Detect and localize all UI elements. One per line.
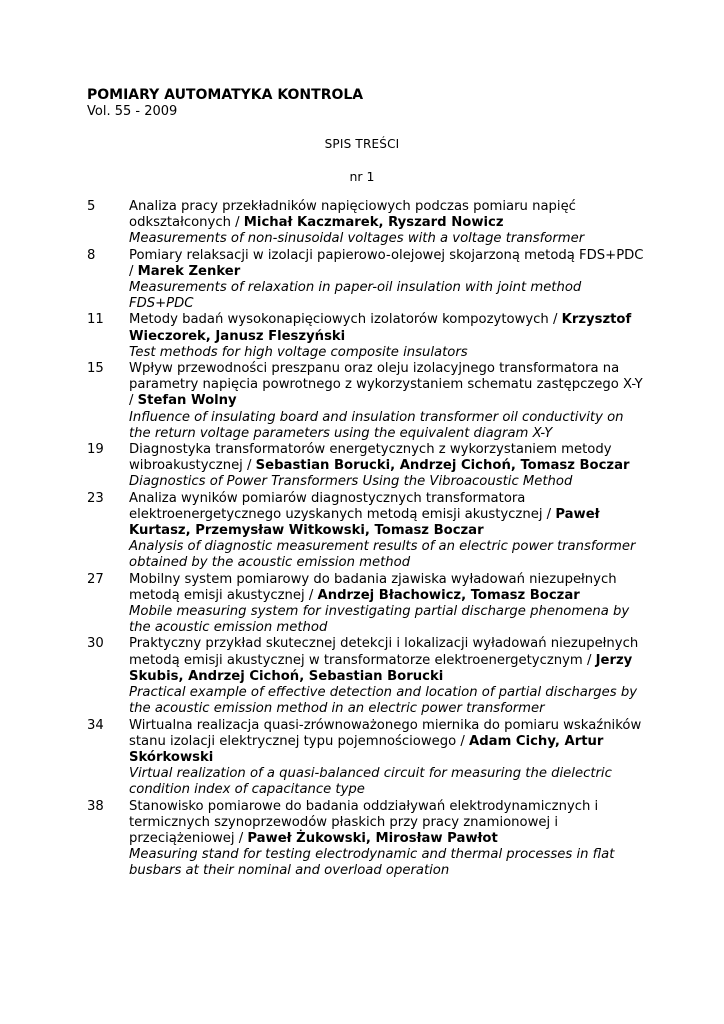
entry-title-pl: Praktyczny przykład skutecznej detekcji i lokalizacji wyładowań niezupełnych metodą emisji akustycznej w transformatorze elektroenergetycznym / <box>129 636 639 668</box>
toc-entry <box>87 636 647 717</box>
entry-title-en: Influence of insulating board and insulation transformer oil conductivity on the return voltage parameters using the equivalent diagram X-Y <box>129 409 624 441</box>
entry-title-en: Virtual realization of a quasi-balanced circuit for measuring the dielectric condition index of capacitance type <box>129 766 612 798</box>
entry-body <box>129 572 647 637</box>
entry-body <box>129 636 647 717</box>
entry-body <box>129 442 647 491</box>
entry-page-number: 30 <box>87 636 104 652</box>
entry-body <box>129 199 647 248</box>
entry-title-pl: Analiza wyników pomiarów diagnostycznych transformatora elektroenergetycznego uzyskanych metodą emisji akustycznej / <box>129 490 556 522</box>
entry-body <box>129 799 647 880</box>
entry-page-number: 23 <box>87 490 104 506</box>
entry-title-en: Diagnostics of Power Transformers Using the Vibroacoustic Method <box>129 474 573 490</box>
toc-entry <box>87 361 647 442</box>
entry-authors: Jerzy Skubis, Andrzej Cichoń, Sebastian Borucki <box>129 652 633 684</box>
entry-title-pl: Pomiary relaksacji w izolacji papierowo-olejowej skojarzoną metodą FDS+PDC / <box>129 247 644 279</box>
toc-entry <box>87 248 647 313</box>
entry-authors: Paweł Kurtasz, Przemysław Witkowski, Tomasz Boczar <box>129 506 600 539</box>
journal-title: POMIARY AUTOMATYKA KONTROLA <box>87 87 364 103</box>
entry-title-en: Analysis of diagnostic measurement results of an electric power transformer obtained by the acoustic emission method <box>129 539 636 571</box>
entry-authors: Marek Zenker <box>137 263 241 279</box>
entry-title-pl: Wpływ przewodności preszpanu oraz oleju izolacyjnego transformatora na parametry napięcia powrotnego z wykorzystaniem schematu zastępczego X-Y / <box>129 361 643 409</box>
entry-authors: Krzysztof Wieczorek, Janusz Fleszyński <box>129 312 632 344</box>
entry-authors: Andrzej Błachowicz, Tomasz Boczar <box>317 587 580 603</box>
entry-title-pl: Stanowisko pomiarowe do badania oddziaływań elektrodynamicznych i termicznych szynoprzewodów płaskich przy pracy znamionowej i przeciążeniowej / <box>129 798 599 846</box>
entry-title-pl: Diagnostyka transformatorów energetycznych z wykorzystaniem metody wibroakustycznej / <box>129 442 612 474</box>
toc-entry <box>87 442 647 491</box>
journal-volume: Vol. 55 - 2009 <box>87 104 178 119</box>
entry-body <box>129 312 647 361</box>
entry-page-number: 38 <box>87 798 104 814</box>
entry-title-en: Measurements of relaxation in paper-oil insulation with joint method FDS+PDC <box>129 280 582 312</box>
entry-authors: Adam Cichy, Artur Skórkowski <box>129 733 604 765</box>
entry-page-number: 19 <box>87 442 104 458</box>
toc-entry <box>87 718 647 799</box>
entry-title-pl: Mobilny system pomiarowy do badania zjawiska wyładowań niezupełnych metodą emisji akustycznej / <box>129 571 617 603</box>
toc-entry <box>87 799 647 880</box>
entry-body <box>129 718 647 799</box>
entry-page-number: 11 <box>87 312 104 328</box>
entry-page-number: 8 <box>87 247 96 263</box>
toc-heading: SPIS TREŚCI <box>324 137 400 151</box>
entry-body <box>129 248 647 313</box>
entry-page-number: 5 <box>87 199 96 214</box>
entry-title-pl: Wirtualna realizacja quasi-zrównoważonego miernika do pomiaru wskaźników stanu izolacji elektrycznej typu pojemnościowego / <box>129 717 642 749</box>
entry-body <box>129 361 647 442</box>
entry-title-en: Practical example of effective detection and location of partial discharges by the acoustic emission method in an electric power transformer <box>129 685 638 717</box>
entry-title-en: Measuring stand for testing electrodynamic and thermal processes in flat busbars at their nominal and overload operation <box>129 847 615 879</box>
toc-entry <box>87 312 647 361</box>
entry-body <box>129 491 647 572</box>
entry-authors: Paweł Żukowski, Mirosław Pawłot <box>247 830 498 846</box>
entry-authors: Sebastian Borucki, Andrzej Cichoń, Tomasz Boczar <box>255 458 630 474</box>
issue-number: nr 1 <box>349 169 375 184</box>
entry-title-pl: Analiza pracy przekładników napięciowych podczas pomiaru napięć odkształconych / <box>129 199 576 231</box>
entry-authors: Stefan Wolny <box>137 393 237 409</box>
entry-page-number: 15 <box>87 361 104 377</box>
table-of-contents <box>87 199 647 880</box>
entry-page-number: 34 <box>87 717 104 733</box>
entry-title-en: Measurements of non-sinusoidal voltages with a voltage transformer <box>129 231 585 247</box>
toc-entry <box>87 199 647 248</box>
entry-authors: Michał Kaczmarek, Ryszard Nowicz <box>243 215 504 231</box>
entry-title-en: Test methods for high voltage composite insulators <box>129 344 468 360</box>
entry-title-en: Mobile measuring system for investigating partial discharge phenomena by the acoustic emission method <box>129 604 630 636</box>
entry-page-number: 27 <box>87 571 104 587</box>
toc-entry <box>87 491 647 572</box>
entry-title-pl: Metody badań wysokonapięciowych izolatorów kompozytowych / <box>129 312 562 328</box>
toc-entry <box>87 572 647 637</box>
